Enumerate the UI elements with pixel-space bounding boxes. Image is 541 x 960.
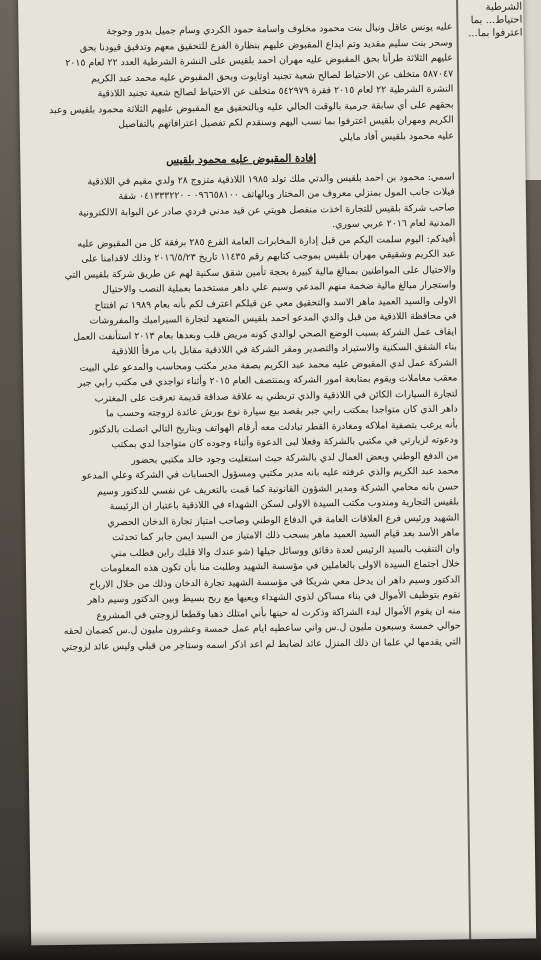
document-line: صاحب شركة بلقيس للتجارة اخذت منفصل هويتي عن قيد مدني فردي صادر عن البوابة الالكترونية xyxy=(78,201,456,219)
document-page xyxy=(18,0,536,945)
document-line: من الدفع الوطني وبعض العمال لدي بالشركة حيث استغليت وجود خالد مكتبي بحضور xyxy=(131,449,459,466)
document-line: بلقيس التجارية ومندوب مكتب السيدة الاولى لسكن الشهداء في اللاذقية باعتبار ان الرئيسة xyxy=(109,496,460,513)
report-paragraphs xyxy=(26,19,454,149)
document-line: اسمي: محمود بن احمد بلقيس والدتي ملك تولد ١٩٨٥ اللاذقية متزوج ٢٨ ولدي مقيم في اللاذقية xyxy=(87,170,455,188)
document-line: أفيدكم: اليوم سلمت اليكم من قبل إدارة المخابرات العامة الفرع ٢٨٥ برفقة كل من المقبوض عليه xyxy=(77,232,456,250)
document-line: ماهر الأسد بعد قيام السيد العميد ماهر بسحب ذلك الامتياز من السيد ايمن جابر كما تحدثت xyxy=(112,527,460,544)
margin-note: الشرطية احتياط... بما اعترفوا بما... xyxy=(468,1,523,40)
document-line: المدنية لعام ٢٠١٦ عربي سوري. xyxy=(331,217,456,231)
document-line: والاحتيال على المواطنين بمبالغ مالية كبيرة بحجة تأمين شقق سكنية لهم عن طريق شركة بلقيس التي xyxy=(64,263,456,281)
bottom-shadow xyxy=(0,930,541,960)
document-line: معقب معاملات ويقوم بمتابعة امور الشركة وبمنتصف العام ٢٠١٥ وأثناء تواجدي في مكتب رابي جبر xyxy=(77,372,458,389)
document-line: عبد الكريم وشقيقي مهران بلقيس بموجب كتابهم رقم ١١٤٣٥ تاريخ ٢٠١٦/٥/٢٣ وذلك لاقدامنا على xyxy=(81,248,456,265)
document-line: ايقاف عمل الشركة بسبب الوضع الصحي لوالدي كونه مريض قلب وبعدها بعام ٢٠١٣ استأنفت العمل xyxy=(73,325,457,343)
document-line: عليه محمود بلقيس أفاد مايلي xyxy=(339,129,455,143)
document-line: بحقهم على أي سابقة جرمية بالوقت الحالي عليه وبالتحقيق مع المقبوض عليهم الثلاثة محمود بلقيس وعبد xyxy=(48,98,454,116)
document-line: وان التنقيب بالسيد الرئيس لعدة دقائق ووسائل جيلها (شو عندك والا قلبك راين فطلب مني xyxy=(110,542,460,559)
document-line: محمد عبد الكريم والذي عرفته عليه بانه مدير مكتبي ومسؤول الحسابات في الشركة وعلي المدعو xyxy=(81,465,459,482)
document-body xyxy=(26,19,461,655)
document-line: لتجارة السيارات الكائن في اللاذقية والذي تربطني به علاقة صداقة قديمة تعرفت على المغترب xyxy=(94,387,458,404)
document-line: بأنه يرغب بتصفية املاكه ومغادرة القطر تبادلت معه أرقام الهواتف وبتاريخ التالي اتصلت بالدكتور xyxy=(89,418,459,436)
document-line: تقوم بتوظيف الأموال في بناء مساكن لذوي الشهداء ويعيها مع ربح بسيط وبين الدكتور وسيم داهر xyxy=(87,589,461,606)
document-line: واستجرار مبالغ مالية ضخمة منهم المدعي وسيم علي داهر مستخدما بعملية النصب والاحتيال xyxy=(102,279,457,296)
document-line: منه ان يقوم الأموال لبدء الشراكة وذكرت له حينها بأني امتلك ذهبا وقطعا لزوجتي في المشروع xyxy=(96,604,461,621)
document-line: خلال اجتماع السيدة الاولى بالعاملين في مؤسسة الشهيد وطلبت منا بأن تكون هذه المعلومات xyxy=(100,558,461,575)
document-line: الكريم ومهران بلقيس اعترفوا بما نسب اليهم وسنقدم لكم تفصيل اعترافاتهم بالتفاصيل xyxy=(118,114,454,131)
document-line: ودعوته لزيارتي في مكتبي بالشركة وفعلا لبى الدعوة وأثناء وجوده كان متواجدا لدي بمكتب xyxy=(111,434,459,451)
document-line: في محافظة اللاذقية من قبل والدي المدعو احمد بلقيس المتعهد لتجارة السيراميك والمفروشات xyxy=(89,310,457,327)
document-line: عليهم الثلاثة طرأنا بحق المقبوض عليه مهران احمد بلقيس على النشرة الشرطية العدد ٢٢ لعام ٢٠١٥ xyxy=(65,52,453,69)
document-line: ٥٨٧٠٤٧ متخلف عن الاحتياط لصالح شعبة تجنيد اوتايوت وبحق المقبوض عليه محمد عبد الكريم xyxy=(91,67,454,85)
document-line: عليه يونس عاقل ونبال بنت محمود مخلوف واسامة حمود الكردي وسام جميل بدور وجوجة xyxy=(106,21,453,38)
document-line: داهر الذي كان متواجدا بمكتب رابي جبر بقصد بيع سيارة نوع بورش عائدة لزوجته وحسب ما xyxy=(105,403,458,420)
document-line: حوالي خمسة وسبعون مليون ل.س واني ساعطيه ايام عمل خمسة وعشرون مليون ل.س كضمان لحقه xyxy=(63,620,461,637)
document-line: الدكتور وسيم داهر ان يدخل معي شريكا في مؤسسة الشهيد تجارة الدخان وذلك من خلال الارباح xyxy=(89,573,461,591)
statement-paragraphs xyxy=(28,169,461,655)
document-line: النشرة الشرطية ٢٢ لعام ٢٠١٥ فقرة ٥٤٢٩٧٩ متخلف عن الاحتياط لصالح شعبة تجنيد اللاذقية xyxy=(97,83,454,100)
document-line: بناء الشقق السكنية والاستيراد والتصدير ومقر الشركة في اللاذقية مقابل باب مرفأ اللاذقية xyxy=(111,341,457,358)
document-line: حسن بانه محامي الشركة ومدير الشؤون القانونية كما قمت بالتعريف عن نفسي للدكتور وسيم xyxy=(96,480,459,497)
statement-heading: إفادة المقبوض عليه محمود بلقيس xyxy=(166,152,317,167)
document-line: الاولى والسيد العميد ماهر الاسد والتحقيق معي عن قبلكم اعترف لكم بأنه بعام ١٩٨٩ تم افتتاح xyxy=(94,294,457,311)
document-line: التي يقدمها لي علما ان ذلك المنزل عائد لضابط لم اعد اذكر اسمه وستاجر من قبلي وليس عائد لزوجتي xyxy=(61,635,462,653)
document-line: فيلات جانب المول بمنزلي معروف من المختار وبالهاتف ٠٩٦٦٥٨١٠٠ - ٠٤١٣٣٣٢٢٠ شقة xyxy=(118,186,455,203)
document-line: وسحر بنت سليم مقديد وتم ايداع المقبوض عليهم بنظارة الفرع للتحقيق معهم وتدقيق قيودنا بحق xyxy=(79,36,453,54)
document-line: الشهيد ورئيس فرع العلاقات العامة في الدفاع الوطني وصاحب امتياز تجارة الدخان الحصري xyxy=(107,511,460,528)
document-line: الشركة عمل لدي المقبوض عليه محمد عبد الكريم بصفة مدير مكتب ومحاسب والمدعو علي البيت xyxy=(79,356,458,374)
